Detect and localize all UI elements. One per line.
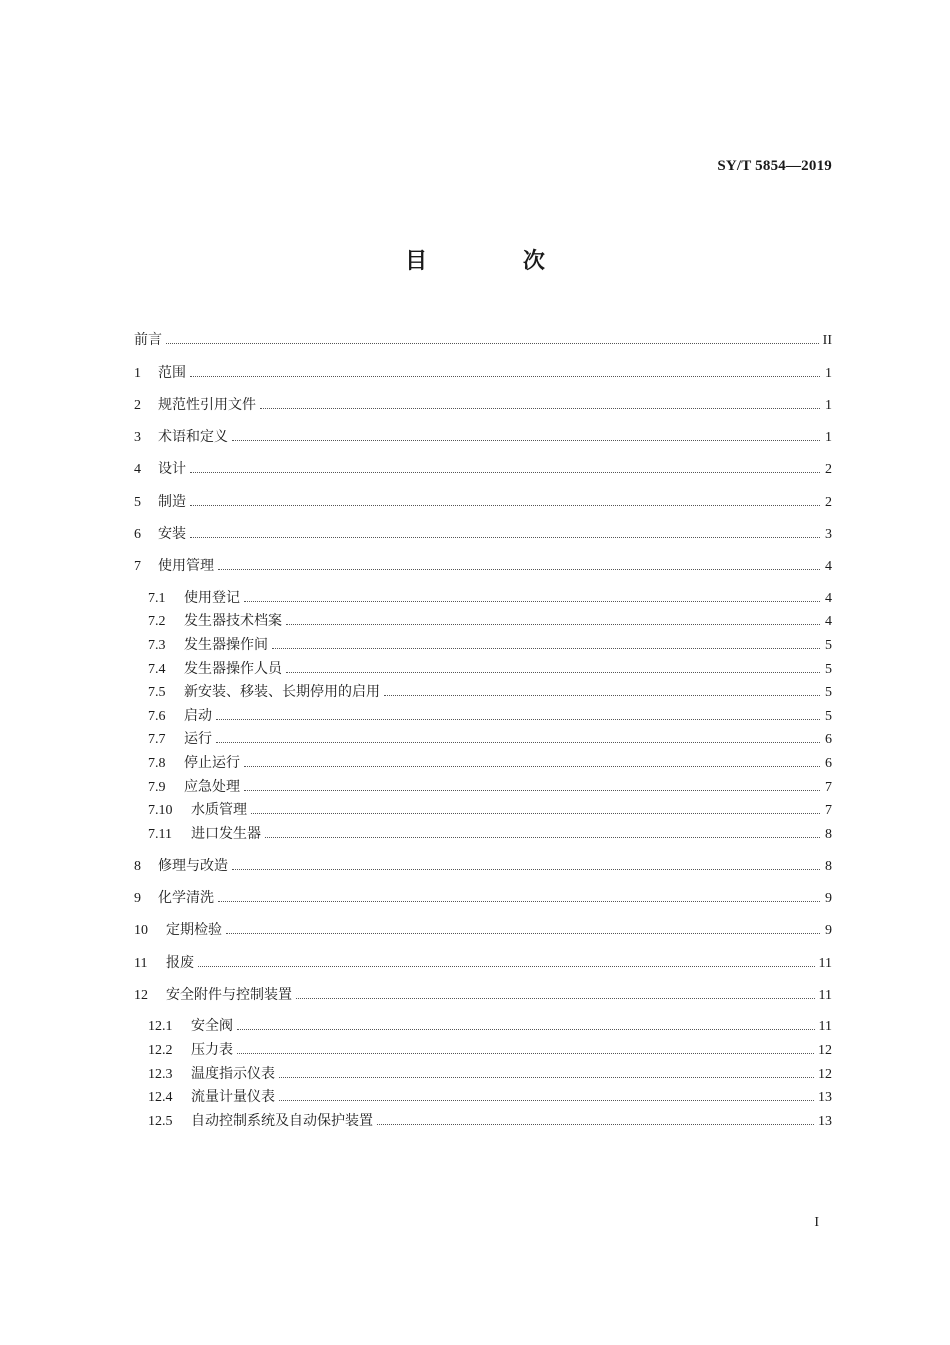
toc-entry-page: 9	[825, 923, 832, 938]
toc-entry[interactable]	[134, 395, 832, 415]
toc-entry-page: 13	[818, 1114, 832, 1129]
toc-entry[interactable]	[148, 635, 832, 655]
toc-leader-dots	[296, 985, 815, 999]
toc-entry-number: 7.11	[148, 827, 172, 842]
toc-entry-number: 12.1	[148, 1019, 173, 1034]
toc-entry-page: 11	[818, 988, 832, 1003]
toc-entry[interactable]	[134, 459, 832, 479]
toc-entry-page: 2	[825, 462, 832, 477]
toc-entry-page: 12	[818, 1067, 832, 1082]
toc-leader-dots	[244, 588, 820, 602]
toc-entry[interactable]	[148, 588, 832, 608]
toc-entry-number: 12.5	[148, 1114, 173, 1129]
toc-entry[interactable]	[148, 611, 832, 631]
toc-leader-dots	[237, 1016, 815, 1030]
toc-leader-dots	[265, 824, 820, 838]
toc-entry-number: 2	[134, 398, 141, 413]
toc-entry-number: 7.6	[148, 709, 166, 724]
toc-leader-dots	[279, 1064, 814, 1078]
toc-leader-dots	[190, 492, 820, 506]
toc-entry[interactable]	[134, 920, 832, 940]
toc-entry-page: 3	[825, 527, 832, 542]
toc-entry[interactable]	[148, 682, 832, 702]
toc-entry-label: 前言	[134, 332, 162, 348]
toc-entry-page: 5	[825, 662, 832, 677]
toc-leader-dots	[260, 395, 820, 409]
toc-entry-label: 运行	[184, 731, 212, 747]
toc-leader-dots	[226, 920, 820, 934]
toc-entry-label: 发生器操作间	[184, 637, 268, 653]
toc-entry-label: 发生器技术档案	[184, 613, 282, 629]
toc-leader-dots	[244, 777, 820, 791]
toc-entry[interactable]	[134, 427, 832, 447]
toc-entry[interactable]	[148, 1087, 832, 1107]
toc-leader-dots	[279, 1087, 814, 1101]
toc-entry-page: 11	[818, 956, 832, 971]
toc-entry-label: 安全附件与控制装置	[166, 987, 292, 1003]
toc-entry[interactable]	[148, 753, 832, 773]
toc-leader-dots	[232, 856, 820, 870]
toc-entry-label: 修理与改造	[158, 858, 228, 874]
toc-entry-page: 8	[825, 827, 832, 842]
toc-entry[interactable]	[134, 492, 832, 512]
toc-entry-label: 定期检验	[166, 922, 222, 938]
toc-entry-number: 6	[134, 527, 141, 542]
toc-entry[interactable]	[148, 659, 832, 679]
toc-leader-dots	[190, 459, 820, 473]
page-title: 目 次	[405, 249, 589, 274]
toc-leader-dots	[216, 706, 820, 720]
toc-entry-label: 设计	[158, 461, 186, 477]
toc-entry[interactable]	[148, 729, 832, 749]
toc-leader-dots	[377, 1111, 814, 1125]
toc-leader-dots	[218, 556, 820, 570]
toc-entry-label: 发生器操作人员	[184, 661, 282, 677]
toc-entry[interactable]	[148, 1111, 832, 1131]
toc-entry-number: 1	[134, 366, 141, 381]
toc-entry-label: 范围	[158, 365, 186, 381]
toc-leader-dots	[237, 1040, 814, 1054]
toc-entry-number: 7.10	[148, 803, 173, 818]
toc-entry-label: 使用登记	[184, 590, 240, 606]
page-number: I	[814, 1215, 819, 1230]
toc-entry-number: 11	[134, 956, 148, 971]
toc-leader-dots	[216, 729, 820, 743]
toc-leader-dots	[286, 659, 820, 673]
toc-entry-label: 报废	[166, 955, 194, 971]
toc-leader-dots	[232, 427, 820, 441]
toc-entry-number: 7.7	[148, 732, 166, 747]
toc-entry-label: 流量计量仪表	[191, 1089, 275, 1105]
toc-entry-page: 4	[825, 614, 832, 629]
toc-entry-label: 启动	[184, 708, 212, 724]
toc-leader-dots	[251, 800, 820, 814]
toc-entry-label: 停止运行	[184, 755, 240, 771]
toc-entry[interactable]	[148, 1064, 832, 1084]
toc-entry-page: 4	[825, 559, 832, 574]
toc-entry-label: 水质管理	[191, 802, 247, 818]
toc-entry-label: 规范性引用文件	[158, 397, 256, 413]
toc-entry-number: 12	[134, 988, 148, 1003]
toc-entry-label: 压力表	[191, 1042, 233, 1058]
toc-entry-number: 3	[134, 430, 141, 445]
toc-entry-page: 1	[825, 430, 832, 445]
toc-entry-number: 12.3	[148, 1067, 173, 1082]
toc-entry-page: 4	[825, 591, 832, 606]
toc-entry[interactable]	[134, 856, 832, 876]
toc-entry-label: 安装	[158, 526, 186, 542]
toc-entry[interactable]	[134, 985, 832, 1005]
toc-leader-dots	[198, 953, 815, 967]
toc-entry-number: 10	[134, 923, 148, 938]
toc-entry-page: 8	[825, 859, 832, 874]
toc-entry-page: 12	[818, 1043, 832, 1058]
toc-entry-label: 使用管理	[158, 558, 214, 574]
toc-leader-dots	[384, 682, 820, 696]
toc-entry-label: 化学清洗	[158, 890, 214, 906]
toc-leader-dots	[190, 524, 820, 538]
toc-entry-page: 1	[825, 398, 832, 413]
toc-entry-page: II	[822, 333, 832, 348]
toc-entry-label: 自动控制系统及自动保护装置	[191, 1113, 373, 1129]
toc-entry-number: 7	[134, 559, 141, 574]
toc-entry-number: 7.4	[148, 662, 166, 677]
toc-entry-page: 9	[825, 891, 832, 906]
toc-entry-number: 12.4	[148, 1090, 173, 1105]
toc-leader-dots	[218, 888, 820, 902]
toc-entry[interactable]	[148, 800, 832, 820]
toc-entry-number: 7.8	[148, 756, 166, 771]
toc-entry-label: 应急处理	[184, 779, 240, 795]
toc-leader-dots	[190, 363, 820, 377]
toc-entry-page: 11	[818, 1019, 832, 1034]
toc-entry-page: 5	[825, 685, 832, 700]
toc-entry-page: 5	[825, 638, 832, 653]
toc-entry-number: 7.9	[148, 780, 166, 795]
toc-entry-page: 1	[825, 366, 832, 381]
toc-entry-number: 7.5	[148, 685, 166, 700]
toc-entry-number: 7.1	[148, 591, 166, 606]
toc-entry[interactable]	[148, 706, 832, 726]
standard-code: SY/T 5854—2019	[717, 158, 832, 174]
toc-entry-label: 术语和定义	[158, 429, 228, 445]
toc-entry-page: 5	[825, 709, 832, 724]
toc-entry-label: 安全阀	[191, 1018, 233, 1034]
toc-entry[interactable]	[148, 1016, 832, 1036]
toc-entry-number: 7.2	[148, 614, 166, 629]
toc-entry-page: 2	[825, 495, 832, 510]
toc-entry-label: 制造	[158, 494, 186, 510]
toc-entry-number: 7.3	[148, 638, 166, 653]
toc-entry-page: 13	[818, 1090, 832, 1105]
toc-entry-page: 7	[825, 780, 832, 795]
toc-entry-number: 9	[134, 891, 141, 906]
toc-entry-page: 6	[825, 756, 832, 771]
toc-entry[interactable]	[148, 777, 832, 797]
toc-entry[interactable]	[134, 556, 832, 576]
toc-entry-number: 5	[134, 495, 141, 510]
toc-entry-number: 12.2	[148, 1043, 173, 1058]
toc-entry-page: 6	[825, 732, 832, 747]
toc-entry[interactable]	[134, 330, 832, 350]
toc-entry-label: 温度指示仪表	[191, 1066, 275, 1082]
toc-leader-dots	[286, 611, 820, 625]
toc-entry[interactable]	[148, 1040, 832, 1060]
toc-entry[interactable]	[134, 363, 832, 383]
toc-leader-dots	[166, 330, 819, 344]
toc-entry-number: 4	[134, 462, 141, 477]
toc-entry[interactable]	[134, 524, 832, 544]
toc-entry-label: 新安装、移装、长期停用的启用	[184, 684, 380, 700]
toc-leader-dots	[272, 635, 820, 649]
toc-entry[interactable]	[134, 888, 832, 908]
toc-entry-label: 进口发生器	[191, 826, 261, 842]
toc-entry[interactable]	[134, 953, 832, 973]
toc-entry[interactable]	[148, 824, 832, 844]
toc-entry-number: 8	[134, 859, 141, 874]
toc-leader-dots	[244, 753, 820, 767]
toc-entry-page: 7	[825, 803, 832, 818]
